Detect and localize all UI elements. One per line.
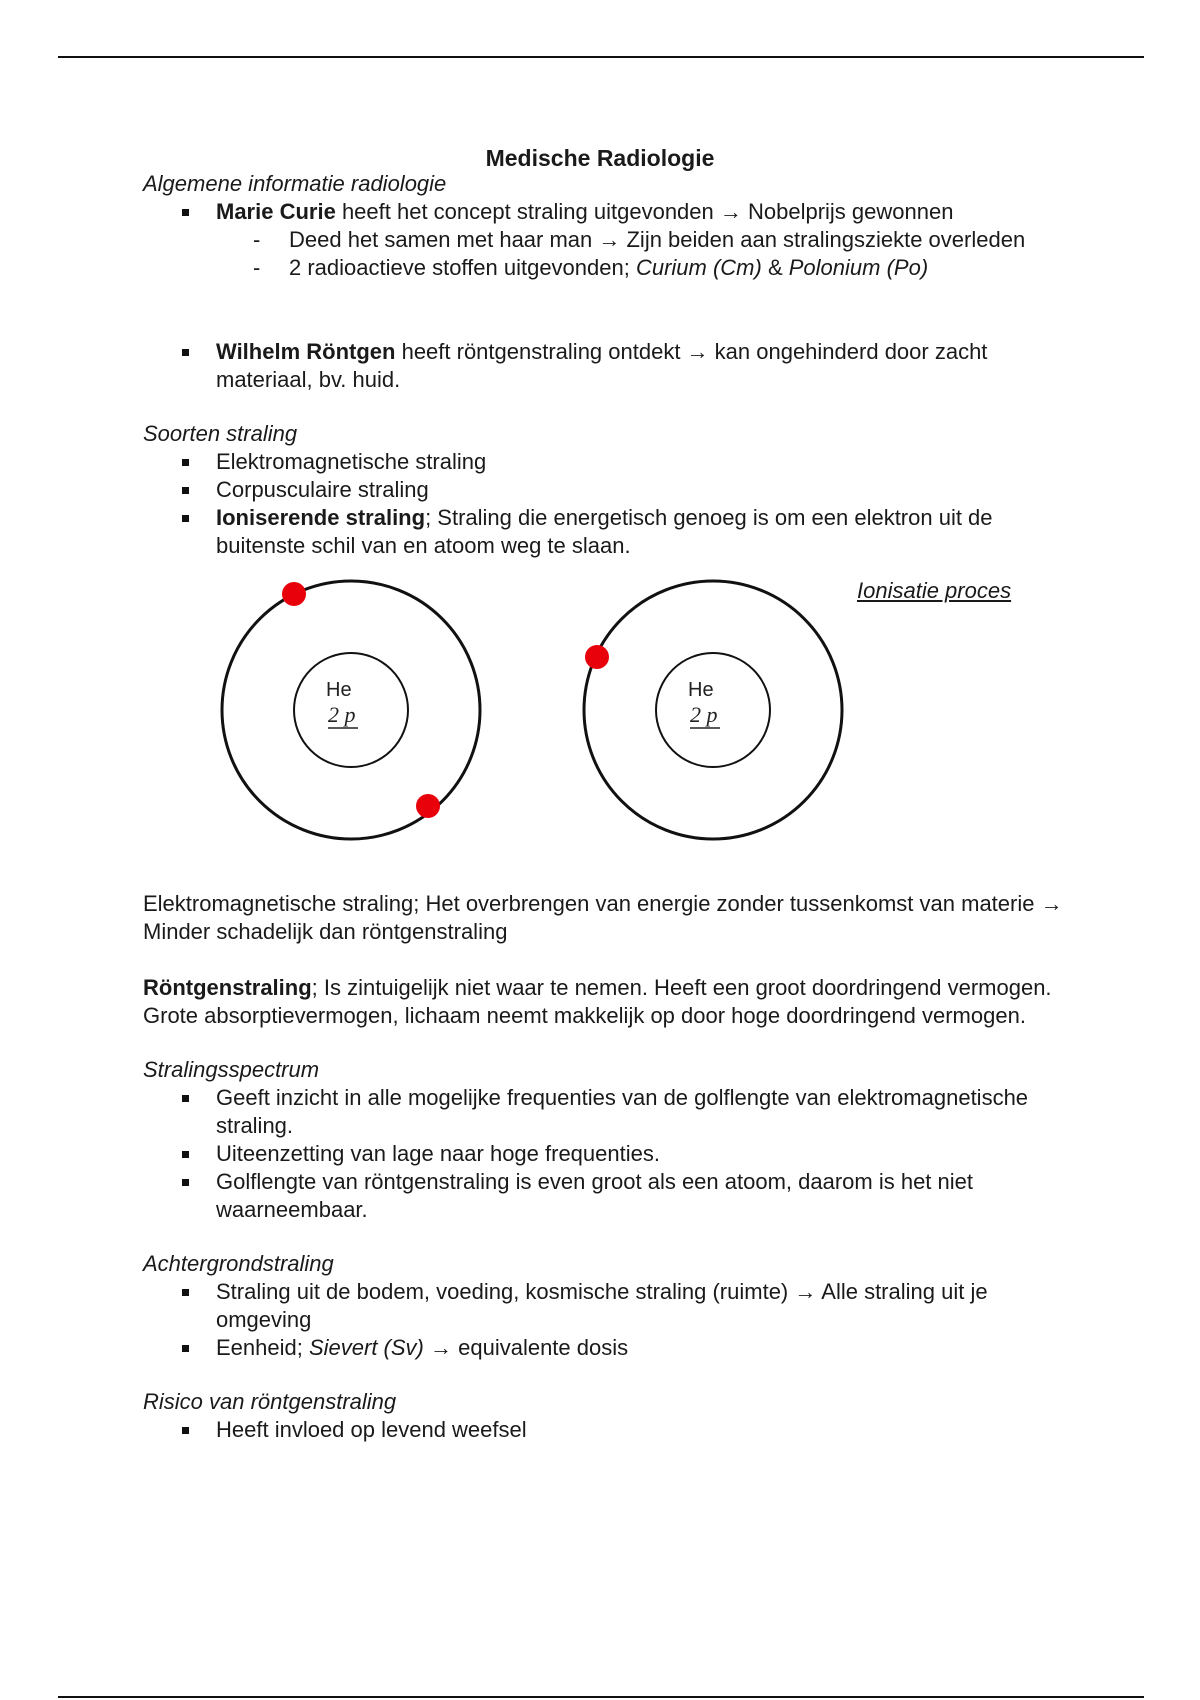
bold-term: Röntgenstraling [143, 975, 312, 1000]
italic-term: Polonium (Po) [788, 255, 929, 280]
paragraph-rontgenstraling [143, 974, 1063, 1030]
bullet-list [143, 198, 1063, 282]
atom-symbol: He [326, 679, 352, 701]
list-item: Straling uit de bodem, voeding, kosmische straling (ruimte) → Alle straling uit je omgeving [216, 1278, 1063, 1334]
diagram-label: Ionisatie proces [857, 578, 1012, 603]
paragraph-text: ; Is zintuigelijk niet waar te nemen. Heeft een groot doordringend vermogen. Grote absorptievermogen, lichaam neemt makkelijk op door hoge doordringend vermogen. [143, 975, 1052, 1028]
list-item: Corpusculaire straling [216, 476, 1063, 504]
atom-diagrams [0, 560, 1200, 890]
electron [282, 582, 306, 606]
bullet-list [143, 448, 1063, 560]
list-item-text: → equivalente dosis [423, 1335, 629, 1360]
section-heading-soorten-straling: Soorten straling [143, 421, 298, 446]
italic-term: Sievert (Sv) [308, 1335, 424, 1360]
section-heading-achtergrondstraling: Achtergrondstraling [143, 1251, 334, 1276]
list-item: Golflengte van röntgenstraling is even groot als een atoom, daarom is het niet waarneembaar. [216, 1168, 1063, 1224]
nucleus-fraction: 2 p [328, 702, 356, 727]
dash-list [216, 226, 1063, 282]
section-heading-risico: Risico van röntgenstraling [143, 1389, 397, 1414]
nucleus-fraction: 2 p [690, 702, 718, 727]
list-item [216, 1334, 1063, 1362]
electron [416, 794, 440, 818]
list-item-text: heeft röntgenstraling ontdekt → kan ongehinderd door zacht materiaal, bv. huid. [216, 339, 988, 392]
section-heading-stralingsspectrum: Stralingsspectrum [143, 1057, 320, 1082]
list-item: Heeft invloed op levend weefsel [216, 1416, 1063, 1444]
header-rule [58, 56, 1144, 58]
list-item: Elektromagnetische straling [216, 448, 1063, 476]
bullet-list [143, 1084, 1063, 1224]
list-item-text: Eenheid; [216, 1335, 309, 1360]
list-item-text: & [761, 255, 789, 280]
paragraph-elektromagnetische-straling: Elektromagnetische straling; Het overbrengen van energie zonder tussenkomst van materie → Minder schadelijk dan röntgenstraling [143, 891, 1063, 944]
page-title: Medische Radiologie [485, 145, 715, 171]
list-item-text: ; Straling die energetisch genoeg is om een elektron uit de buitenste schil van en atoom weg te slaan. [216, 505, 993, 558]
atom-before-ionization [222, 581, 480, 839]
list-item [216, 198, 1063, 282]
list-item [216, 504, 1063, 560]
document-body [143, 170, 1063, 1444]
list-item [289, 254, 1063, 282]
footer-rule [58, 1696, 1144, 1698]
italic-term: Curium (Cm) [635, 255, 762, 280]
atom-after-ionization [584, 581, 842, 839]
bullet-list [143, 338, 1063, 394]
list-item: - Deed het samen met haar man → Zijn beiden aan stralingsziekte overleden [289, 226, 1063, 254]
list-item: Uiteenzetting van lage naar hoge frequenties. [216, 1140, 1063, 1168]
section-heading-algemene-informatie: Algemene informatie radiologie [143, 171, 447, 196]
ionization-diagram [0, 560, 1200, 890]
electron [585, 645, 609, 669]
bold-term: Marie Curie [216, 199, 336, 224]
list-item [216, 338, 1063, 394]
bullet-list [143, 1416, 1063, 1444]
bullet-list [143, 1278, 1063, 1362]
bold-term: Wilhelm Röntgen [216, 339, 396, 364]
atom-symbol: He [688, 679, 714, 701]
bold-term: Ioniserende straling [216, 505, 426, 530]
list-item-text: heeft het concept straling uitgevonden → Nobelprijs gewonnen [335, 199, 954, 224]
list-item-text: 2 radioactieve stoffen uitgevonden; [289, 255, 636, 280]
list-item: Geeft inzicht in alle mogelijke frequenties van de golflengte van elektromagnetische straling. [216, 1084, 1063, 1140]
